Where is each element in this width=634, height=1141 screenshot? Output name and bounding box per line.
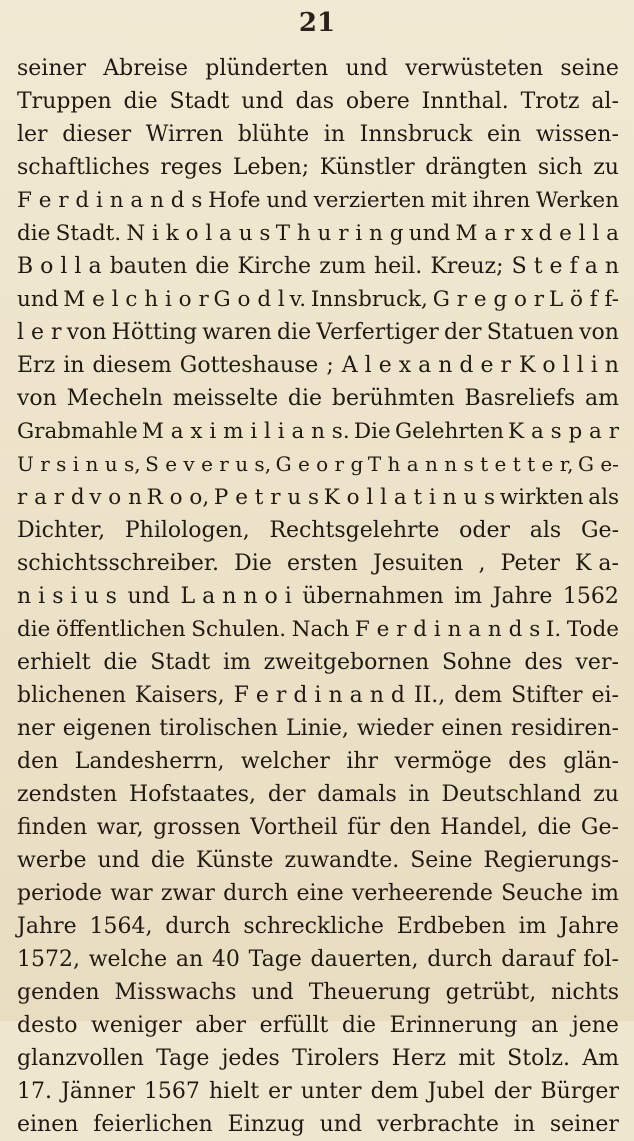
word: in <box>63 353 85 378</box>
text-line <box>17 1075 619 1108</box>
word: und <box>266 188 308 213</box>
word: Am <box>582 1046 619 1071</box>
word: die <box>123 89 158 114</box>
word: dauerten, <box>310 947 419 972</box>
word: Philologen, <box>124 518 250 543</box>
word: oder <box>459 518 511 543</box>
word: Theuerung <box>308 980 431 1005</box>
word: von <box>579 320 619 345</box>
word: aber <box>195 1013 247 1038</box>
word: übernahmen <box>302 584 444 609</box>
word: ner <box>17 716 55 741</box>
word: M e l c h i o r <box>63 287 209 312</box>
word: ihren <box>472 188 531 213</box>
word: zu <box>593 782 619 807</box>
word: im <box>454 584 483 609</box>
word: erfüllt <box>259 1013 329 1038</box>
word: wissen- <box>535 122 619 147</box>
word: Deutschland <box>441 782 582 807</box>
word: Jahre <box>492 584 553 609</box>
word: Hofe <box>208 188 261 213</box>
word: grossen <box>153 815 241 840</box>
word: an <box>175 947 204 972</box>
text-line <box>17 316 619 349</box>
word: eine <box>296 881 344 906</box>
word: L a n n o i <box>180 584 292 609</box>
word: öffentlichen <box>56 617 186 642</box>
word: sich <box>537 155 583 180</box>
word: Jänner <box>61 1079 135 1104</box>
word: von <box>17 386 57 411</box>
word: reges <box>160 155 223 180</box>
word: einen <box>441 716 503 741</box>
text-line <box>17 349 619 382</box>
word: und <box>251 980 294 1005</box>
word: Bürger <box>540 1079 619 1104</box>
word: Ge- <box>580 815 619 840</box>
word: das <box>295 89 335 114</box>
word: glanzvollen <box>17 1046 144 1071</box>
word: wirkten <box>499 485 584 510</box>
word: im <box>518 914 547 939</box>
word: dem <box>454 683 503 708</box>
word: Tage <box>156 1046 210 1071</box>
word: Peter <box>500 551 560 576</box>
word: plünderten <box>205 56 329 81</box>
word: Verfertiger <box>316 320 439 345</box>
text-line <box>17 712 619 745</box>
word: Stadt. <box>55 221 122 246</box>
word: die <box>150 848 186 873</box>
word: dem <box>370 1079 419 1104</box>
text-line <box>17 778 619 811</box>
text-line <box>17 1108 619 1141</box>
word: durch <box>165 914 231 939</box>
word: mit <box>430 188 467 213</box>
text-line <box>17 613 619 646</box>
word: K o l l i n <box>519 353 619 378</box>
word: Abreise <box>103 56 189 81</box>
text-line <box>17 481 619 514</box>
word: unter <box>300 1079 362 1104</box>
word: Ge- <box>580 518 619 543</box>
page-number: 21 <box>298 8 336 38</box>
word: verwüsteten <box>405 56 544 81</box>
word: und <box>97 848 140 873</box>
word: schichtsschreiber. <box>17 551 219 576</box>
word: an <box>531 1013 559 1038</box>
word: die <box>17 617 51 642</box>
word: er <box>268 1079 292 1104</box>
word: jene <box>571 1013 619 1038</box>
word: F e r d i n a n d <box>233 683 405 708</box>
word: werbe <box>17 848 87 873</box>
word: v. <box>289 287 307 312</box>
word: berühmten <box>331 386 455 411</box>
word: jedes <box>221 1046 280 1071</box>
word: als <box>588 485 619 510</box>
word: weniger <box>91 1013 182 1038</box>
word: Jahre <box>17 914 77 939</box>
word: residiren- <box>510 716 619 741</box>
word: G o d l <box>213 287 285 312</box>
word: Vortheil <box>250 815 338 840</box>
word: 1564, <box>89 914 153 939</box>
word: R o o, <box>146 485 210 510</box>
word: Kaisers, <box>134 683 225 708</box>
text-line <box>17 943 619 976</box>
word: 40 <box>211 947 240 972</box>
text-line <box>17 877 619 910</box>
word: Erdbeben <box>396 914 506 939</box>
word: Grabmahle <box>17 419 138 444</box>
word: Jahre <box>559 914 619 939</box>
word: vermöge <box>394 749 492 774</box>
word: der <box>493 1079 532 1104</box>
word: im <box>222 650 251 675</box>
word: K o l l a t i n u s <box>323 485 496 510</box>
word: fol- <box>583 947 619 972</box>
word: drängten <box>425 155 528 180</box>
word: einen <box>17 1112 79 1137</box>
word: Die <box>234 551 272 576</box>
word: F e r d i n a n d s <box>17 188 203 213</box>
word: M a r x <box>455 221 534 246</box>
word: glän- <box>563 749 619 774</box>
word: schreckliche <box>243 914 384 939</box>
word: L ö f f- <box>548 287 619 312</box>
word: v o n <box>89 485 142 510</box>
word: seine <box>560 56 619 81</box>
text-line <box>17 118 619 151</box>
word: meisselte <box>172 386 279 411</box>
word: T h a n n s t e t t e r, <box>367 452 574 476</box>
word: obere <box>345 89 410 114</box>
text-line <box>17 250 619 283</box>
word: d e l l a <box>538 221 619 246</box>
word: Die <box>353 419 391 444</box>
word: und <box>17 287 59 312</box>
word: ei- <box>591 683 619 708</box>
text-line <box>17 52 619 85</box>
text-line <box>17 448 619 481</box>
word: 17. <box>17 1079 52 1104</box>
word: durch <box>427 947 493 972</box>
word: 1572, <box>17 947 80 972</box>
text-line <box>17 184 619 217</box>
word: Dichter, <box>17 518 106 543</box>
word: zum <box>319 254 366 279</box>
word: genden <box>17 980 100 1005</box>
word: und <box>241 89 284 114</box>
word: I. <box>545 617 562 642</box>
word: welcher <box>240 749 330 774</box>
word: in <box>408 782 430 807</box>
text-line <box>17 514 619 547</box>
word: der <box>267 782 306 807</box>
word: G e- <box>578 452 619 476</box>
word: Künste <box>196 848 274 873</box>
word: die <box>287 386 323 411</box>
word: die <box>103 650 138 675</box>
word: in <box>513 1112 535 1137</box>
word: G r e g o r <box>432 287 545 312</box>
word: , <box>478 551 486 576</box>
word: U r s i n u s, <box>17 452 141 476</box>
text-line <box>17 85 619 118</box>
word: Stadt <box>150 650 211 675</box>
word: Hötting <box>111 320 198 345</box>
text-line <box>17 844 619 877</box>
word: war <box>110 881 153 906</box>
word: Landesherrn, <box>74 749 225 774</box>
word: ersten <box>286 551 358 576</box>
word: Statuen <box>486 320 574 345</box>
word: feierlichen <box>93 1112 213 1137</box>
word: S e v e r u s, <box>145 452 272 476</box>
word: F e r d i n a n d s <box>354 617 541 642</box>
word: die <box>17 221 51 246</box>
word: 1567 <box>143 1079 200 1104</box>
word: S t e f a n <box>511 254 619 279</box>
word: Kirche <box>237 254 312 279</box>
word: 1562 <box>562 584 619 609</box>
word: Misswachs <box>114 980 237 1005</box>
word: A l e x a n d e r <box>341 353 511 378</box>
word: Gotteshause <box>179 353 319 378</box>
word: die <box>341 1013 377 1038</box>
word: K a s p a r <box>508 419 619 444</box>
word: und <box>345 56 388 81</box>
text-line <box>17 646 619 679</box>
word: M a x i m i l i a n s. <box>141 419 350 444</box>
word: für <box>347 815 381 840</box>
word: eigenen <box>62 716 152 741</box>
word: waren <box>202 320 272 345</box>
word: zweitgebornen <box>263 650 430 675</box>
word: Jesuiten <box>372 551 464 576</box>
word: Handel, <box>440 815 528 840</box>
word: Werken <box>535 188 619 213</box>
word: Tirolers <box>292 1046 380 1071</box>
word: Regierungs- <box>483 848 619 873</box>
word: Seuche <box>501 881 583 906</box>
word: von <box>66 320 107 345</box>
word: verzierten <box>313 188 426 213</box>
word: ler <box>17 122 48 147</box>
word: Herz <box>391 1046 446 1071</box>
word: Stifter <box>511 683 583 708</box>
word: al- <box>591 89 619 114</box>
word: Schulen. <box>191 617 287 642</box>
word: diesem <box>92 353 172 378</box>
word: Rechtsgelehrte <box>269 518 440 543</box>
word: Kreuz; <box>430 254 504 279</box>
word: Erinnerung <box>389 1013 518 1038</box>
word: nichts <box>551 980 619 1005</box>
text-line <box>17 910 619 943</box>
word: welche <box>88 947 168 972</box>
word: den <box>389 815 431 840</box>
word: zu <box>593 155 619 180</box>
word: Sohne <box>441 650 512 675</box>
word: Stadt <box>169 89 230 114</box>
word: im <box>591 881 619 906</box>
word: P e t r u s <box>213 485 320 510</box>
word: wieder <box>356 716 434 741</box>
word: Jubel <box>427 1079 485 1104</box>
word: Trotz <box>520 89 580 114</box>
word: Basreliefs <box>464 386 576 411</box>
word: Leben; <box>232 155 310 180</box>
word: in <box>323 122 346 147</box>
word: Künstler <box>319 155 415 180</box>
text-line <box>17 679 619 712</box>
word: die <box>195 254 230 279</box>
word: Tode <box>566 617 619 642</box>
word: blühte <box>237 122 310 147</box>
word: erhielt <box>17 650 91 675</box>
word: Truppen <box>17 89 112 114</box>
word: Linie, <box>285 716 349 741</box>
text-line <box>17 547 619 580</box>
word: Seine <box>410 848 473 873</box>
word: des <box>508 749 547 774</box>
word: mit <box>458 1046 495 1071</box>
word: Innsbruck, <box>310 287 428 312</box>
word: am <box>584 386 619 411</box>
word: verbrachte <box>376 1112 499 1137</box>
word: blichenen <box>17 683 127 708</box>
word: die <box>537 815 572 840</box>
word: verheerende <box>351 881 493 906</box>
word: Stolz. <box>507 1046 570 1071</box>
text-line <box>17 1042 619 1075</box>
word: Hofstaates, <box>128 782 257 807</box>
word: Mecheln <box>66 386 163 411</box>
word: Wirren <box>145 122 224 147</box>
word: finden <box>17 815 88 840</box>
word: bauten <box>109 254 188 279</box>
body-text <box>17 52 619 1141</box>
word: desto <box>17 1013 78 1038</box>
word: ihr <box>346 749 379 774</box>
word: N i k o l a u s <box>126 221 271 246</box>
word: als <box>529 518 562 543</box>
word: B o l l a <box>17 254 102 279</box>
text-line <box>17 580 619 613</box>
word: und <box>408 221 451 246</box>
word: Tage <box>248 947 302 972</box>
word: seiner <box>549 1112 619 1137</box>
text-line <box>17 217 619 250</box>
word: Innsbruck <box>359 122 473 147</box>
text-line <box>17 976 619 1009</box>
word: zuwandte. <box>284 848 400 873</box>
word: und <box>319 1112 363 1137</box>
word: durch <box>223 881 289 906</box>
word: des <box>524 650 563 675</box>
word: tirolischen <box>159 716 278 741</box>
word: G e o r g <box>275 452 364 476</box>
word: damals <box>317 782 397 807</box>
word: heil. <box>373 254 423 279</box>
text-line <box>17 811 619 844</box>
text-line <box>17 283 619 316</box>
word: Innthal. <box>421 89 509 114</box>
word: seiner <box>17 56 87 81</box>
word: dieser <box>62 122 132 147</box>
word: die <box>276 320 312 345</box>
word: Erz <box>17 353 56 378</box>
word: darauf <box>501 947 575 972</box>
word: der <box>443 320 482 345</box>
word: K a- <box>575 551 619 576</box>
word: T h u r i n g <box>275 221 404 246</box>
text-line <box>17 151 619 184</box>
word: n i s i u s <box>17 584 117 609</box>
word: war, <box>96 815 144 840</box>
word: den <box>17 749 59 774</box>
word: ; <box>326 353 334 378</box>
text-line <box>17 415 619 448</box>
word: und <box>127 584 170 609</box>
word: zwar <box>160 881 215 906</box>
word: periode <box>17 881 103 906</box>
word: l e r <box>17 320 62 345</box>
text-line <box>17 382 619 415</box>
word: ver- <box>575 650 619 675</box>
word: r a r d <box>17 485 85 510</box>
word: Nach <box>291 617 350 642</box>
text-line <box>17 1009 619 1042</box>
word: II., <box>413 683 446 708</box>
word: getrübt, <box>445 980 537 1005</box>
word: zendsten <box>17 782 118 807</box>
word: ein <box>486 122 522 147</box>
word: Gelehrten <box>394 419 504 444</box>
text-line <box>17 745 619 778</box>
word: hielt <box>209 1079 260 1104</box>
word: schaftliches <box>17 155 150 180</box>
word: Einzug <box>227 1112 305 1137</box>
